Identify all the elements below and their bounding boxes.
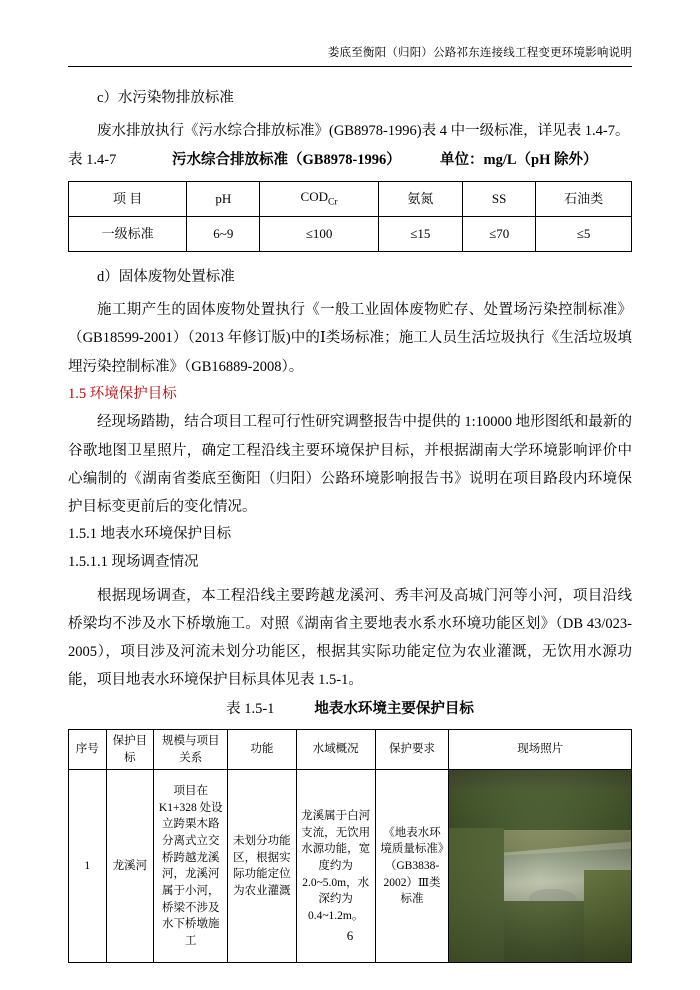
table-147-caption-unit: 单位：mg/L（pH 除外） bbox=[440, 151, 598, 168]
th-ph: pH bbox=[187, 181, 260, 216]
table-147-caption-title: 污水综合排放标准（GB8978-1996） bbox=[172, 151, 401, 168]
cell-ph: 6~9 bbox=[187, 216, 260, 251]
table-row bbox=[69, 729, 632, 769]
th-cod: $COD_{Cr}$ bbox=[260, 181, 378, 216]
cell-requirement: 《地表水环境质量标准》（GB3838-2002）Ⅲ类标准 bbox=[375, 770, 449, 963]
table-147 bbox=[68, 181, 632, 252]
running-header bbox=[68, 0, 632, 67]
paragraph-1-5: 经现场踏勘，结合项目工程可行性研究调整报告中提供的 1:10000 地形图纸和最新的谷歌地图卫星照片，确定工程沿线主要环境保护目标，并根据湖南大学环境影响评价中心编制的《湖南省娄底至衡阳（归阳）公路环境影响报告书》说明在项目路段内环境保护目标变更前后的变化情况。 bbox=[68, 414, 632, 516]
running-header-text: 娄底至衡阳（归阳）公路祁东连接线工程变更环境影响说明 bbox=[327, 47, 632, 59]
heading-1-5-1: 1.5.1 地表水环境保护目标 bbox=[68, 526, 232, 543]
paragraph-d: 施工期产生的固体废物处置执行《一般工业固体废物贮存、处置场污染控制标准》（GB18599-2001）（2013 年修订版)中的Ⅰ类场标准；施工人员生活垃圾执行《生活垃圾填埋污染控制标准》（GB16889-2008）。 bbox=[68, 302, 632, 375]
cell-water-status: 龙溪属于白河支流，无饮用水源功能，宽度约为 2.0~5.0m，水深约为 0.4~1.2m。 bbox=[296, 770, 375, 963]
cell-cod: ≤100 bbox=[260, 216, 378, 251]
table-151-caption-title: 地表水环境主要保护目标 bbox=[314, 700, 474, 717]
cell-ammonia: ≤15 bbox=[378, 216, 462, 251]
heading-c: c）水污染物排放标准 bbox=[97, 90, 234, 106]
cell-standard-name: 一级标准 bbox=[69, 216, 187, 251]
page-number: 6 bbox=[346, 928, 354, 943]
table-147-caption bbox=[68, 146, 632, 174]
th-ammonia: 氨氮 bbox=[378, 181, 462, 216]
th-water-status: 水域概况 bbox=[296, 729, 375, 769]
table-147-caption-number: 表 1.4-7 bbox=[68, 151, 117, 168]
th-requirement: 保护要求 bbox=[375, 729, 449, 769]
paragraph-c: 废水排放执行《污水综合排放标准》(GB8978-1996)表 4 中一级标准，详见表 1.4-7。 bbox=[97, 123, 630, 140]
header-divider bbox=[68, 66, 632, 67]
th-relation: 规模与项目关系 bbox=[154, 729, 228, 769]
cell-function: 未划分功能区，根据实际功能定位为农业灌溉 bbox=[228, 770, 297, 963]
th-photo: 现场照片 bbox=[449, 729, 632, 769]
table-row bbox=[69, 216, 632, 251]
paragraph-1-5-1-1: 根据现场调查，本工程沿线主要跨越龙溪河、秀丰河及高城门河等小河，项目沿线桥梁均不涉及水下桥墩施工。对照《湖南省主要地表水系水环境功能区划》（DB 43/023-2005），项目涉及河流未划分功能区，根据其实际功能定位为农业灌溉，无饮用水源功能，项目地表水环境保护目标具体见表 1.5-1。 bbox=[68, 587, 632, 689]
heading-1-5-1-1: 1.5.1.1 现场调查情况 bbox=[68, 554, 199, 571]
cell-no: 1 bbox=[69, 770, 107, 963]
cell-oil: ≤5 bbox=[536, 216, 632, 251]
th-ss: SS bbox=[463, 181, 536, 216]
th-oil: 石油类 bbox=[536, 181, 632, 216]
cell-ss: ≤70 bbox=[463, 216, 536, 251]
th-target: 保护目标 bbox=[106, 729, 154, 769]
body bbox=[68, 84, 632, 963]
cell-target: 龙溪河 bbox=[106, 770, 154, 963]
th-item: 项 目 bbox=[69, 181, 187, 216]
cell-relation: 项目在 K1+328 处设立跨栗木路分离式立交桥跨越龙溪河，龙溪河属于小河，桥梁不涉及水下桥墩施工 bbox=[154, 770, 228, 963]
th-function: 功能 bbox=[228, 729, 297, 769]
heading-d: d）固体废物处置标准 bbox=[97, 268, 235, 285]
table-row bbox=[69, 181, 632, 216]
th-no: 序号 bbox=[69, 729, 107, 769]
table-151-caption bbox=[68, 695, 632, 723]
page-content bbox=[68, 0, 632, 963]
table-151-caption-number: 表 1.5-1 bbox=[226, 700, 275, 717]
heading-1-5: 1.5 环境保护目标 bbox=[68, 385, 177, 402]
